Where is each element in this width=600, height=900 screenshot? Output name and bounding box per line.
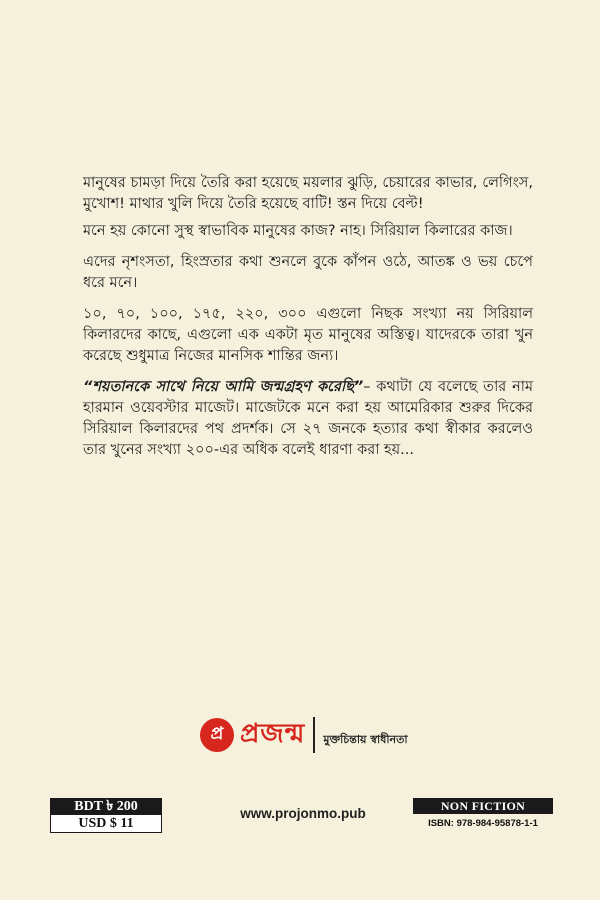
blurb-paragraph-4: ১০, ৭০, ১০০, ১৭৫, ২২০, ৩০০ এগুলো নিছক সংখ্যা নয় সিরিয়াল কিলারদের কাছে, এগুলো এক একটা মৃত মানুষের অস্তিত্ব। যাদেরকে তারা খুন করেছে শুধুমাত্র নিজের মানসিক শান্তির জন্য। bbox=[83, 306, 533, 364]
publisher-website: www.projonmo.pub bbox=[240, 806, 366, 821]
isbn-number: ISBN: 978-984-95878-1-1 bbox=[428, 818, 538, 829]
blurb-paragraph-5-text: – কথাটা যে বলেছে তার নাম হারমান ওয়েবস্টার মাজেট। মাজেটকে মনে করা হয় আমেরিকার শুরুর দিকের সিরিয়াল কিলারদের পথ প্রদর্শক। সে ২৭ জনকে হত্যার কথা স্বীকার করলেও তার খুনের সংখ্যা ২০০-এর অধিক বলেই ধারণা করা হয়... bbox=[83, 379, 533, 458]
genre-label: NON FICTION bbox=[413, 798, 553, 814]
isbn-block bbox=[413, 798, 553, 829]
blurb-paragraph-5 bbox=[83, 377, 533, 461]
publisher-name: প্রজন্ম bbox=[240, 719, 306, 749]
back-cover-blurb bbox=[83, 173, 533, 471]
publisher-logo bbox=[200, 715, 408, 755]
blurb-quote: “শয়তানকে সাথে নিয়ে আমি জন্মগ্রহণ করেছি” bbox=[83, 379, 364, 395]
blurb-paragraph-1: মানুষের চামড়া দিয়ে তৈরি করা হয়েছে ময়লার ঝুড়ি, চেয়ারের কাভার, লেগিংস, মুখোশ! মাথার খুলি দিয়ে তৈরি হয়েছে বাটি! স্তন দিয়ে বেল্ট! bbox=[83, 175, 533, 212]
publisher-tagline: মুক্তচিন্তায় স্বাধীনতা bbox=[323, 732, 408, 746]
logo-divider bbox=[313, 717, 315, 753]
blurb-paragraph-2: মনে হয় কোনো সুস্থ স্বাভাবিক মানুষের কাজ? নাহ। সিরিয়াল কিলারের কাজ। bbox=[83, 223, 513, 239]
publisher-logo-mark: প্র bbox=[200, 718, 234, 752]
price-usd: USD $ 11 bbox=[50, 815, 162, 833]
price-block bbox=[50, 798, 162, 833]
blurb-paragraph-3: এদের নৃশংসতা, হিংস্রতার কথা শুনলে বুকে কাঁপন ওঠে, আতঙ্ক ও ভয় চেপে ধরে মনে। bbox=[83, 254, 533, 291]
price-bdt: BDT ৳ 200 bbox=[50, 798, 162, 815]
